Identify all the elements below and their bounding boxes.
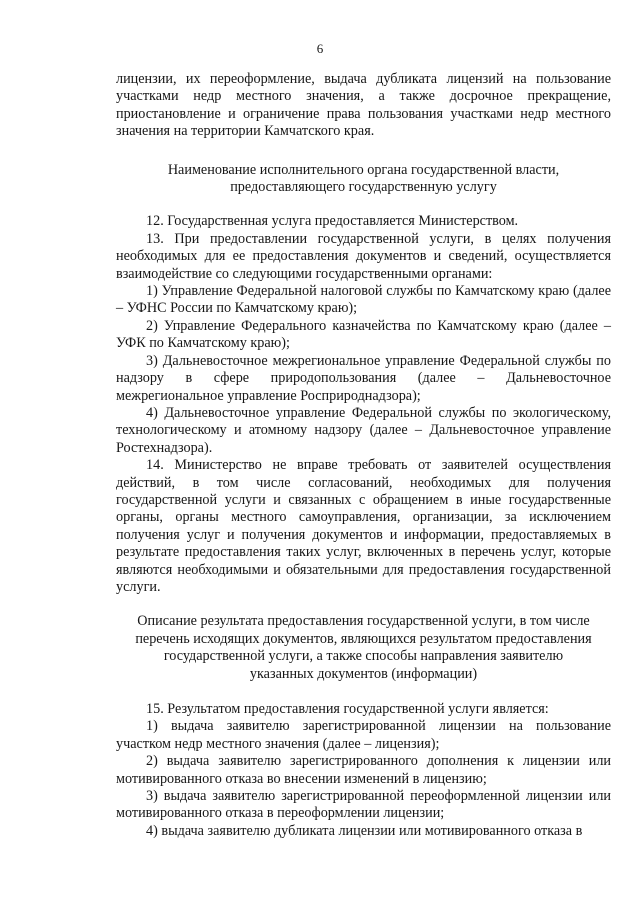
paragraph-13-item-1: 1) Управление Федеральной налоговой службы по Камчатскому краю (далее – УФНС России по Камчатскому краю); <box>116 283 611 317</box>
section-heading-executive-body <box>116 162 611 197</box>
paragraph-15-item-3: 3) выдача заявителю зарегистрированной переоформленной лицензии или мотивированного отказа в переоформлении лицензии; <box>116 788 611 822</box>
page-number: 6 <box>316 41 324 56</box>
heading-line: Описание результата предоставления государственной услуги, в том числе <box>137 613 590 630</box>
heading-line: государственной услуги, а также способы направления заявителю <box>163 648 564 665</box>
paragraph-13-item-3: 3) Дальневосточное межрегиональное управление Федеральной службы по надзору в сфере природопользования (далее – Дальневосточное межрегиональное управление Росприроднадзора); <box>116 352 611 404</box>
paragraph-15: 15. Результатом предоставления государственной услуги является: <box>146 701 549 717</box>
paragraph-intro: лицензии, их переоформление, выдача дубликата лицензий на пользование участками недр местного значения, а также досрочное прекращение, приостановление и ограничение права пользования участками недр местного значения на территории Камчатского края. <box>116 71 611 140</box>
paragraph-13: 13. При предоставлении государственной услуги, в целях получения необходимых для ее предоставления документов и сведений, осуществляется взаимодействие со следующими государственными органами: <box>116 230 611 282</box>
paragraph-15-item-2: 2) выдача заявителю зарегистрированного дополнения к лицензии или мотивированного отказа во внесении изменений в лицензию; <box>116 753 611 787</box>
paragraph-14: 14. Министерство не вправе требовать от заявителей осуществления действий, в том числе согласований, необходимых для получения государственной услуги и связанных с обращением в иные государственные органы, органы местного самоуправления, организации, за исключением получения услуг и получения документов и информации, предоставляемых в результате предоставления таких услуг, включенных в перечень услуг, которые являются необходимыми и обязательными для предоставления государственной услуги. <box>116 457 611 595</box>
paragraph-12: 12. Государственная услуга предоставляется Министерством. <box>146 213 519 230</box>
heading-line: Наименование исполнительного органа государственной власти, <box>167 161 560 178</box>
paragraph-15-item-4: 4) выдача заявителю дубликата лицензии или мотивированного отказа в <box>146 822 583 839</box>
document-body <box>116 71 611 840</box>
section-heading-service-result <box>116 613 611 683</box>
heading-line: предоставляющего государственную услугу <box>230 179 497 196</box>
heading-line: перечень исходящих документов, являющихся результатом предоставления <box>135 630 592 647</box>
paragraph-13-item-2: 2) Управление Федерального казначейства по Камчатскому краю (далее – УФК по Камчатскому краю); <box>116 317 611 352</box>
heading-line: указанных документов (информации) <box>249 665 478 682</box>
paragraph-15-item-1: 1) выдача заявителю зарегистрированной лицензии на пользование участком недр местного значения (далее – лицензия); <box>116 718 611 752</box>
paragraph-13-item-4: 4) Дальневосточное управление Федеральной службы по экологическому, технологическому и атомному надзору (далее – Дальневосточное управление Ростехнадзора). <box>116 404 611 456</box>
